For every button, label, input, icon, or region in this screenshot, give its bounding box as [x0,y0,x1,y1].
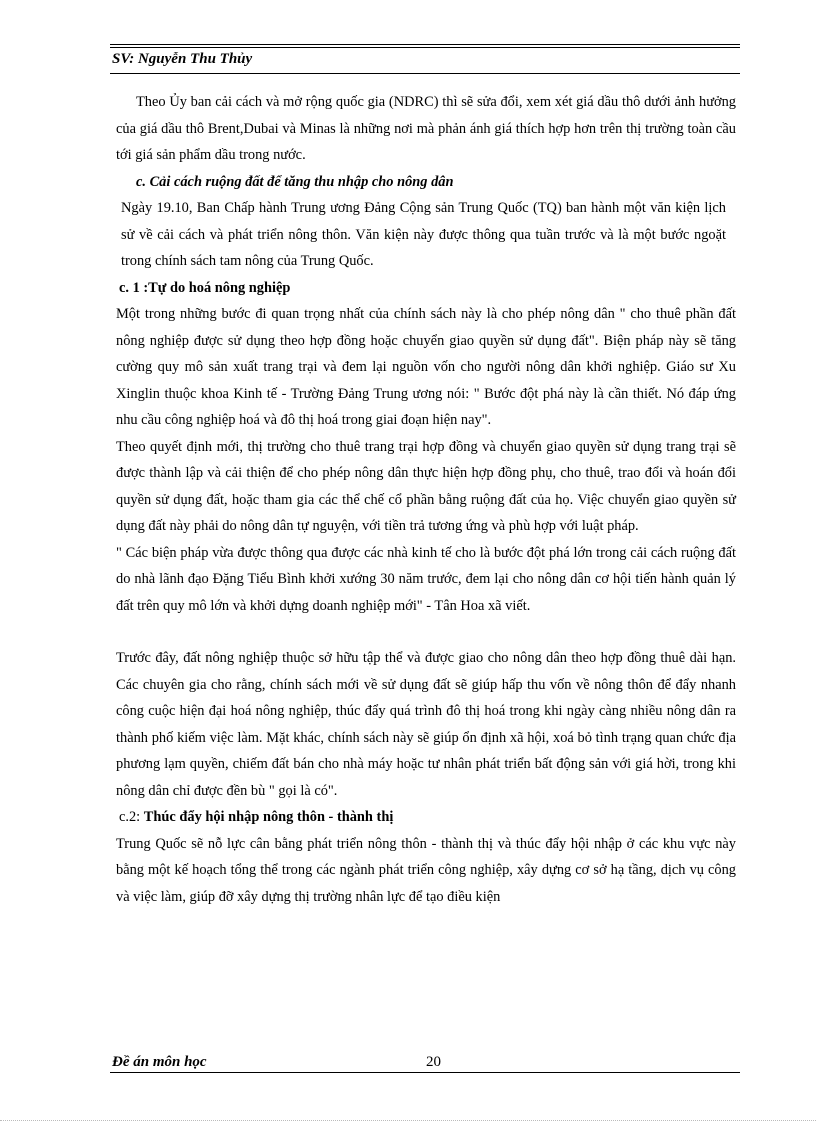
footer-page-number: 20 [426,1054,441,1070]
heading-c2-prefix: c.2: [119,809,144,825]
paragraph-rural-urban: Trung Quốc sẽ nỗ lực cân bằng phát triển nông thôn - thành thị và thúc đẩy hội nhập ở các khu vực này bằng một kế hoạch tổng thể trong các ngành phát triển công nghiệp, xây dựng cơ sở hạ tầng, dịch vụ công và việc làm, giúp đỡ xây dựng thị trường nhân lực để tạo điều kiện [116,835,736,905]
paragraph-quote-xinhua: " Các biện pháp vừa được thông qua được các nhà kinh tế cho là bước đột phá lớn trong cải cách ruộng đất do nhà lãnh đạo Đặng Tiểu Bình khởi xướng 30 năm trước, đem lại cho nông dân cơ hội tiến hành quản lý đất trên quy mô lớn và khởi dựng doanh nghiệp mới" - Tân Hoa xã viết. [116,544,736,614]
document-body [116,89,736,910]
heading-section-c: c. Cải cách ruộng đất để tăng thu nhập cho nông dân [136,173,454,190]
heading-c2 [116,804,736,831]
header-student-name: SV: Nguyễn Thu Thủy [112,51,253,67]
paragraph-new-decision: Theo quyết định mới, thị trường cho thuê trang trại hợp đồng và chuyển giao quyền sử dụng trang trại sẽ được thành lập và cải thiện để cho phép nông dân thực hiện hợp đồng phụ, cho thuê, trao đổi và hoán đổi quyền sử dụng đất, hoặc tham gia các thể chế cổ phần bằng ruộng đất của họ. Việc chuyển giao quyền sử dụng đất này phải do nông dân tự nguyện, với tiền trả tương ứng và phù hợp với luật pháp. [116,438,736,534]
header-top-rule-2 [110,47,740,48]
footer-course-title: Đề án môn học [112,1054,207,1070]
heading-c1: c. 1 :Tự do hoá nông nghiệp [119,279,291,296]
paragraph-background: Trước đây, đất nông nghiệp thuộc sở hữu tập thể và được giao cho nông dân theo hợp đồng thuê dài hạn. Các chuyên gia cho rằng, chính sách mới về sử dụng đất sẽ giúp hấp thu vốn về nông thôn để đẩy nhanh công cuộc hiện đại hoá nông nghiệp, thúc đẩy quá trình đô thị hoá trong khi ngày càng nhiều nông dân ra thành phố kiếm việc làm. Mặt khác, chính sách này sẽ giúp ổn định xã hội, xoá bỏ tình trạng quan chức địa phương lạm quyền, chiếm đất bán cho nhà máy hoặc tư nhân phát triển bất động sản với giá hời, trong khi nông dân chỉ được đền bù " gọi là có". [116,650,736,799]
paragraph-land-lease: Một trong những bước đi quan trọng nhất của chính sách này là cho phép nông dân " cho thuê phần đất nông nghiệp được sử dụng theo hợp đồng hoặc chuyển giao quyền sử dụng đất". Biện pháp này sẽ tăng cường quy mô sản xuất trang trại và đem lại nguồn vốn cho người nông dân khởi nghiệp. Giáo sư Xu Xinglin thuộc khoa Kinh tế - Trường Đảng Trung ương nói: " Bước đột phá này là cần thiết. Nó đáp ứng nhu cầu công nghiệp hoá và đô thị hoá trong giai đoạn hiện nay". [116,306,736,428]
header-top-rule [110,44,740,45]
paragraph-announcement: Ngày 19.10, Ban Chấp hành Trung ương Đảng Cộng sản Trung Quốc (TQ) ban hành một văn kiện lịch sử về cải cách và phát triển nông thôn. Văn kiện này được thông qua tuần trước và là một bước ngoặt trong chính sách tam nông của Trung Quốc. [121,200,726,269]
paragraph-gap [116,619,736,645]
footer-rule [110,1072,740,1073]
header-bottom-rule [110,73,740,74]
heading-c2-title: Thúc đẩy hội nhập nông thôn - thành thị [143,809,394,825]
page-bottom-edge [0,1120,816,1121]
paragraph-ndrc: Theo Ủy ban cải cách và mở rộng quốc gia (NDRC) thì sẽ sửa đổi, xem xét giá dầu thô dưới ảnh hưởng của giá dầu thô Brent,Dubai và Minas là những nơi mà phản ánh giá thích hợp hơn trên thị trường toàn cầu tới giá sản phẩm dầu trong nước. [116,94,736,163]
